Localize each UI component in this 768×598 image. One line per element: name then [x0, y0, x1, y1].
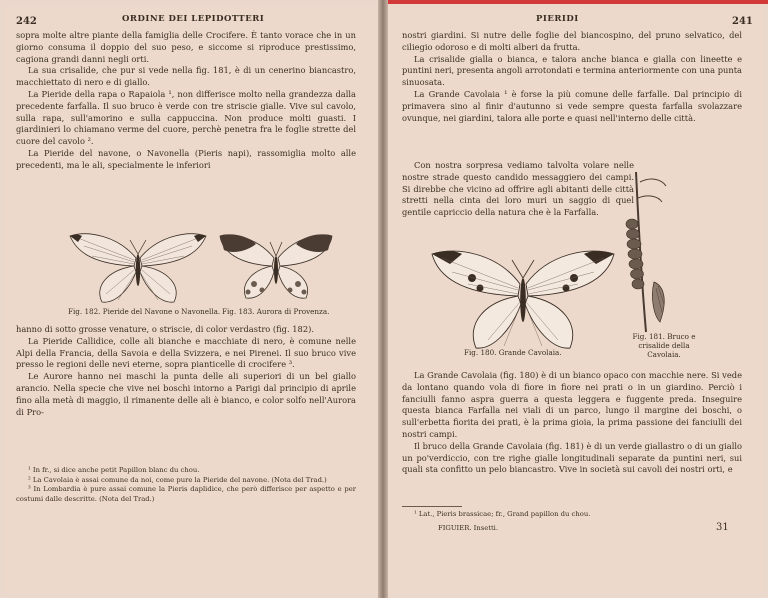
paragraph: La Grande Cavolaia (fig. 180) è di un bianco opaco con macchie nere. Si vede da lontano quando vola di fiore in fiore nei prati o in un giardino. Perciò i fanciulli fanno aspra guerra a questa leggera e fuggente preda. Inseguire questa bianca Farfalla nei viali di un parco, lungo il margine dei boschi, o sull'erbetta fiorita dei prati, è la prima gioia, la prima passione dei fanciulli dei nostri campi.: [402, 370, 742, 439]
left-page-number: 242: [16, 16, 37, 27]
paragraph: La crisalide gialla o bianca, e talora anche bianca e gialla con lineette e puntini neri, presenta angoli arrotondati e termina anteriormente con una punta sinuosata.: [402, 53, 742, 88]
fig182-caption: Fig. 182. Pieride del Navone o Navonella.: [68, 307, 221, 316]
right-narrow-text: [402, 160, 634, 219]
left-bottom-text: [16, 324, 356, 418]
fig180-butterfly-illustration: [428, 244, 618, 354]
fig182-butterfly-illustration: [68, 228, 208, 310]
fig180-caption: Fig. 180. Grande Cavolaia.: [464, 348, 562, 357]
signature-mark: FIGUIER. Insetti.: [438, 524, 499, 532]
right-footnote: [402, 510, 742, 520]
footnote: ² La Cavolaia è assai comune da noi, come pure la Pieride del navone. (Nota del Trad.): [28, 475, 327, 484]
paragraph: Con nostra sorpresa vediamo talvolta volare nelle nostre strade questo candido messaggiero dei campi. Si direbbe che vicino ad offrire agli abitanti delle città stretti nella cinta dei loro muri un saggio di quel gentile capriccio della natura che è la Farfalla.: [402, 160, 634, 218]
left-footnotes: [16, 466, 356, 504]
paragraph: La Grande Cavolaia ¹ è forse la più comune delle farfalle. Dal principio di primavera sino al finir d'autunno si vede sempre questa farfalla svolazzare ovunque, nei giardini, talora alle porte e quasi nell'interno delle città.: [402, 88, 742, 123]
paragraph: La sua crisalide, che pur si vede nella fig. 181, è di un cenerino biancastro, macchiettato di nero e di giallo.: [16, 65, 356, 88]
top-edge: [384, 0, 768, 4]
signature-number: 31: [716, 522, 729, 533]
footnote: ³ In Lombardia è pure assai comune la Pieris daplidice, che però differisce per aspetto e per costumi dalle descritte. (Nota del Trad.): [16, 485, 356, 503]
paragraph: sopra molte altre piante della famiglia delle Crocifere. È tanto vorace che in un giorno consuma il doppio del suo peso, e siccome si riproduce prestissimo, cagiona grandi danni negli orti.: [16, 30, 356, 64]
right-top-text: [402, 30, 742, 124]
right-bottom-text: [402, 370, 742, 476]
left-running-header: ORDINE DEI LEPIDOTTERI: [122, 14, 265, 24]
right-page-number: 241: [732, 16, 753, 27]
footnote: ¹ Lat., Pieris brassicae; fr., Grand papillon du chou.: [414, 510, 591, 518]
paragraph: Le Aurore hanno nei maschi la punta delle ali superiori di un bel giallo arancio. Nella specie che vive nei boschi intorno a Parigi dal principio di aprile fino alla metà di maggio, il rimanente delle ali è bianco, e color solfo nell'Aurora di Pro-: [16, 371, 356, 417]
fig183-caption: Fig. 183. Aurora di Provenza.: [222, 307, 330, 316]
paragraph: La Pieride Callidice, colle ali bianche e macchiate di nero, è comune nelle Alpi della Francia, della Savoia e della Svizzera, e nei Pirenei. Il suo bruco vive presso le regioni delle nevi eterne, sopra pianticelle di crocifere ³.: [16, 335, 356, 370]
paragraph: La Pieride del navone, o Navonella (Pieris napi), rassomiglia molto alle precedenti, ma le ali, specialmente le inferiori: [16, 147, 356, 170]
fig183-butterfly-illustration: [218, 230, 334, 304]
fig181-caption: Fig. 181. Bruco e crisalide della Cavolaia.: [632, 332, 696, 359]
footnote-rule: [402, 506, 462, 507]
paragraph: La Pieride della rapa o Rapaiola ¹, non differisce molto nella grandezza dalla precedente farfalla. Il suo bruco è verde con tre striscie gialle. Vive sul cavolo, sulla rapa, sull'amorino e sulla cappuccina. Non produce molti guasti. I giardinieri lo chiamano verme del cuore, perchè penetra fra le foglie strette del cuore del cavolo ².: [16, 88, 356, 147]
footnote: ¹ In fr., si dice anche petit Papillon blanc du chou.: [28, 466, 200, 474]
left-top-text: [16, 30, 356, 172]
paragraph: Il bruco della Grande Cavolaia (fig. 181) è di un verde giallastro o di un giallo un po'verdiccio, con tre righe gialle longitudinali separate da puntini neri, sui quali sta confitto un pelo biancastro. Vive in società sui cavoli dei nostri orti, e: [402, 440, 742, 475]
book-gutter: [378, 0, 388, 598]
paragraph: hanno di sotto grosse venature, o striscie, di color verdastro (fig. 182).: [16, 324, 314, 334]
right-running-header: PIERIDI: [536, 14, 579, 24]
left-page: [4, 6, 378, 594]
fig181-caterpillar-illustration: [618, 172, 678, 332]
paragraph: nostri giardini. Si nutre delle foglie del biancospino, del pruno selvatico, del ciliegio odoroso e di molti alberi da frutta.: [402, 30, 742, 52]
right-page: [388, 6, 764, 594]
